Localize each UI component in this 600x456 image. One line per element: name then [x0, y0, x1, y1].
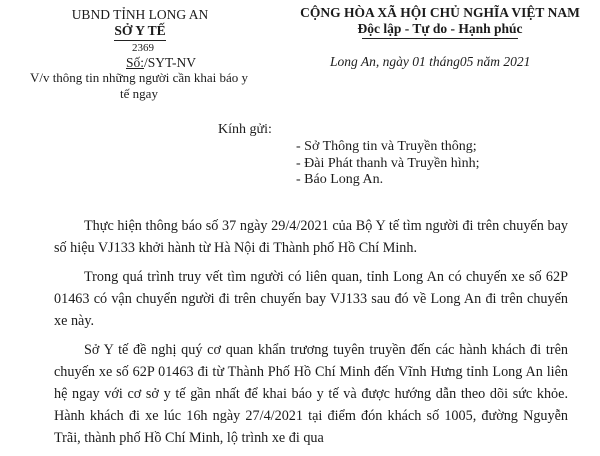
national-motto: Độc lập - Tự do - Hạnh phúc	[357, 21, 523, 36]
body-paragraph: Sở Y tế đề nghị quý cơ quan khẩn trương tuyên truyền đến các hành khách đi trên chuyến xe số 62P 01463 đi từ Thành Phố Hồ Chí Minh đến Vĩnh Hưng tỉnh Long An liên hệ ngay với cơ sở y tế gần nhất để khai báo y tế và được hướng dẫn theo dõi sức khỏe. Hành khách đi xe lúc 16h ngày 27/4/2021 tại điểm đón khách số 1005, đường Nguyễn Trãi, thành phố Hồ Chí Minh, lộ trình xe đi qua	[54, 342, 568, 446]
date-month-word: tháng	[429, 54, 460, 69]
issuer-header	[30, 7, 250, 41]
republic-title: CỘNG HÒA XÃ HỘI CHỦ NGHĨA VIỆT NAM	[300, 5, 580, 20]
document-body	[54, 215, 568, 456]
office-name: SỞ Y TẾ	[114, 23, 166, 38]
agency-name: UBND TỈNH LONG AN	[71, 7, 209, 22]
date-month: 05	[459, 54, 474, 69]
recipient-item: - Sở Thông tin và Truyền thông;	[296, 139, 477, 154]
date-year: 2021	[503, 54, 531, 69]
body-paragraph: Thực hiện thông báo số 37 ngày 29/4/2021 của Bộ Y tế tìm người đi trên chuyến bay số hiệu VJ133 khởi hành từ Hà Nội đi Thành phố Hồ Chí Minh.	[54, 218, 568, 256]
document-subject: V/v thông tin những người cần khai báo y tế ngay	[29, 70, 249, 101]
date-day: 01	[412, 54, 426, 69]
document-date	[330, 54, 530, 70]
recipient-item: - Đài Phát thanh và Truyền hình;	[296, 155, 480, 171]
body-paragraph: Trong quá trình truy vết tìm người có liên quan, tỉnh Long An có chuyến xe số 62P 01463 có vận chuyển người đi trên chuyến bay VJ133 sau đó về Long An đi trên chuyến xe này.	[54, 269, 568, 329]
recipient-item: - Báo Long An.	[296, 172, 384, 187]
document-number	[74, 42, 197, 70]
handwritten-number: 2369	[132, 42, 154, 54]
recipient-list	[296, 139, 480, 189]
number-label: Số:	[126, 55, 145, 70]
date-year-word: năm	[476, 54, 501, 69]
national-header	[290, 5, 590, 39]
date-place: Long An, ngày	[330, 54, 409, 69]
office-underline	[114, 40, 166, 41]
salutation: Kính gửi:	[218, 122, 272, 137]
motto-underline	[362, 38, 518, 39]
number-suffix: /SYT-NV	[144, 55, 197, 70]
number-line	[126, 55, 196, 70]
